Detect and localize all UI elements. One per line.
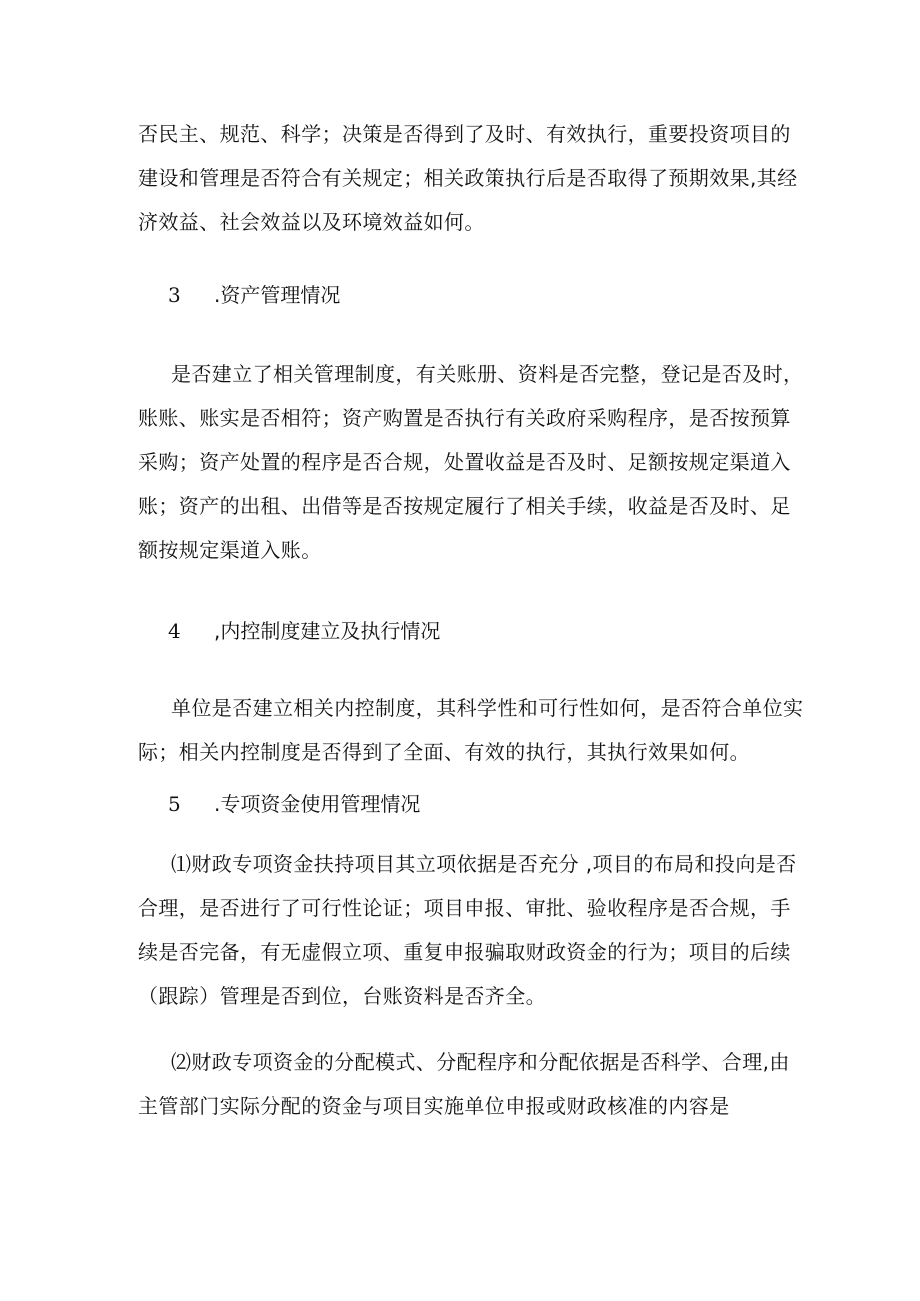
text-line: 是否建立了相关管理制度，有关账册、资料是否完整，登记是否及时， bbox=[171, 362, 804, 386]
text-line: 续是否完备，有无虚假立项、重复申报骗取财政资金的行为；项目的后续 bbox=[138, 940, 791, 964]
text-line: ⑵财政专项资金的分配模式、分配程序和分配依据是否科学、合理,由 bbox=[171, 1050, 790, 1074]
text-line: 账账、账实是否相符；资产购置是否执行有关政府采购程序，是否按预算 bbox=[138, 406, 791, 430]
section-number: 4 bbox=[168, 619, 181, 643]
paragraph-decision-review bbox=[138, 112, 798, 244]
text-line: 际；相关内控制度是否得到了全面、有效的执行，其执行效果如何。 bbox=[138, 740, 750, 764]
text-line: 济效益、社会效益以及环境效益如何。 bbox=[138, 210, 485, 234]
section-title: .资产管理情况 bbox=[214, 283, 341, 307]
paragraph-special-fund-allocation bbox=[138, 1040, 788, 1128]
section-title: ,内控制度建立及执行情况 bbox=[214, 619, 441, 643]
text-line: ⑴财政专项资金扶持项目其立项依据是否充分 ,项目的布局和投向是否 bbox=[171, 852, 797, 876]
section-number: 5 bbox=[168, 792, 181, 816]
text-line: 单位是否建立相关内控制度，其科学性和可行性如何，是否符合单位实 bbox=[171, 696, 804, 720]
paragraph-special-fund-project bbox=[138, 842, 797, 1018]
section-number: 3 bbox=[168, 283, 181, 307]
text-line: 建设和管理是否符合有关规定；相关政策执行后是否取得了预期效果,其经 bbox=[138, 166, 798, 190]
text-line: （跟踪）管理是否到位，台账资料是否齐全。 bbox=[138, 984, 546, 1008]
section-heading-5 bbox=[168, 789, 420, 819]
paragraph-internal-control bbox=[138, 686, 804, 774]
paragraph-asset-management bbox=[138, 352, 804, 572]
section-heading-4 bbox=[168, 616, 440, 646]
section-title: .专项资金使用管理情况 bbox=[214, 792, 421, 816]
section-heading-3 bbox=[168, 280, 340, 310]
text-line: 采购；资产处置的程序是否合规，处置收益是否及时、足额按规定渠道入 bbox=[138, 450, 791, 474]
text-line: 额按规定渠道入账。 bbox=[138, 538, 322, 562]
text-line: 主管部门实际分配的资金与项目实施单位申报或财政核准的内容是 bbox=[138, 1094, 730, 1118]
text-line: 否民主、规范、科学；决策是否得到了及时、有效执行，重要投资项目的 bbox=[138, 122, 791, 146]
text-line: 账；资产的出租、出借等是否按规定履行了相关手续，收益是否及时、足 bbox=[138, 494, 791, 518]
text-line: 合理，是否进行了可行性论证；项目申报、审批、验收程序是否合规，手 bbox=[138, 896, 791, 920]
